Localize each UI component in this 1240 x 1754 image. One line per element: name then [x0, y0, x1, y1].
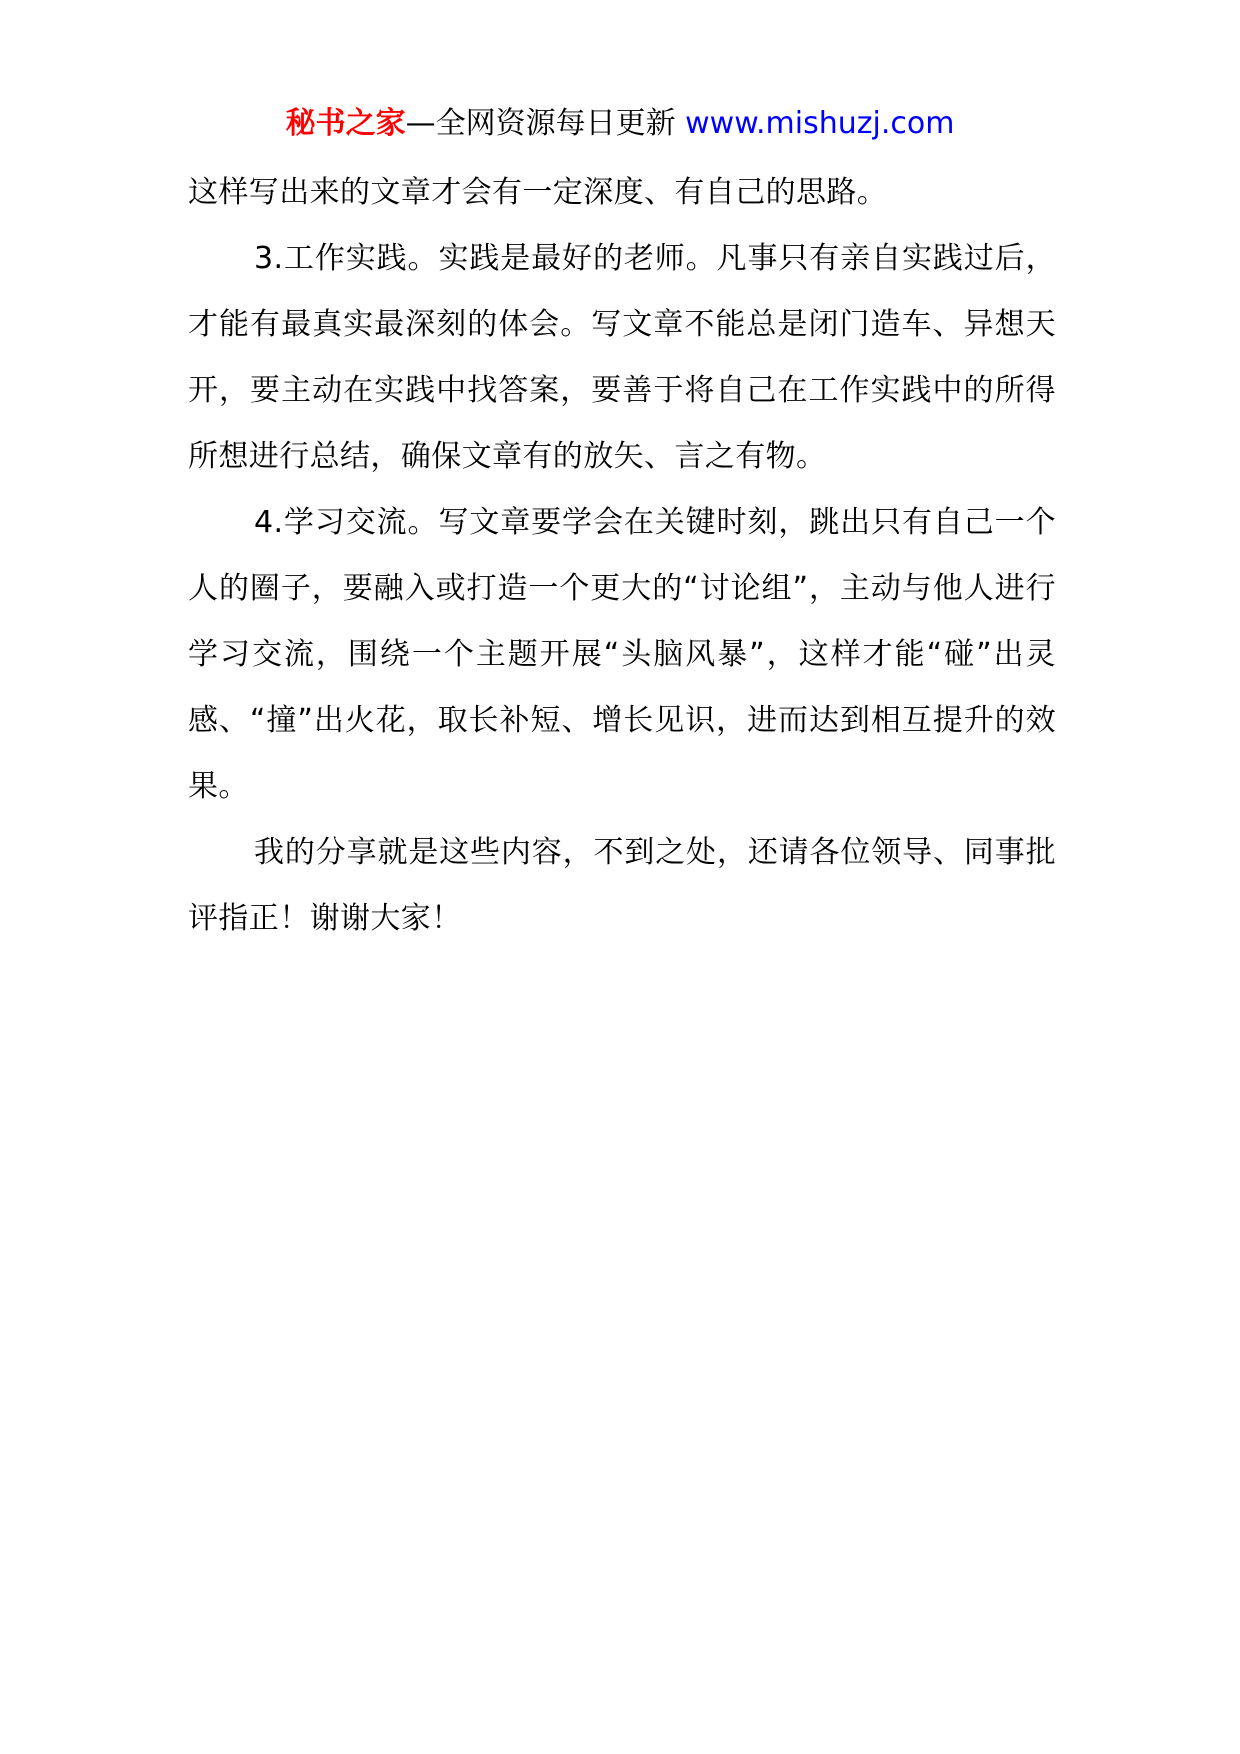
paragraph-learning-exchange: 4.学习交流。写文章要学会在关键时刻，跳出只有自己一个人的圈子，要融入或打造一个更大的“讨论组”，主动与他人进行学习交流，围绕一个主题开展“头脑风暴”，这样才能“碰”出灵感、“撞”出火花，取长补短、增长见识，进而达到相互提升的效果。 — [188, 505, 1056, 804]
header-url-link[interactable]: www.mishuzj.com — [685, 106, 955, 141]
page-header — [0, 102, 1240, 146]
paragraph-closing: 我的分享就是这些内容，不到之处，还请各位领导、同事批评指正！谢谢大家！ — [188, 835, 1056, 936]
paragraph-continuation: 这样写出来的文章才会有一定深度、有自己的思路。 — [188, 175, 888, 210]
document-body — [188, 160, 1056, 952]
paragraph-work-practice: 3.工作实践。实践是最好的老师。凡事只有亲自实践过后，才能有最真实最深刻的体会。写文章不能总是闭门造车、异想天开，要主动在实践中找答案，要善于将自己在工作实践中的所得所想进行总结，确保文章有的放矢、言之有物。 — [188, 241, 1056, 474]
header-slogan: —全网资源每日更新 — [405, 106, 686, 141]
brand-name: 秘书之家 — [285, 106, 406, 141]
